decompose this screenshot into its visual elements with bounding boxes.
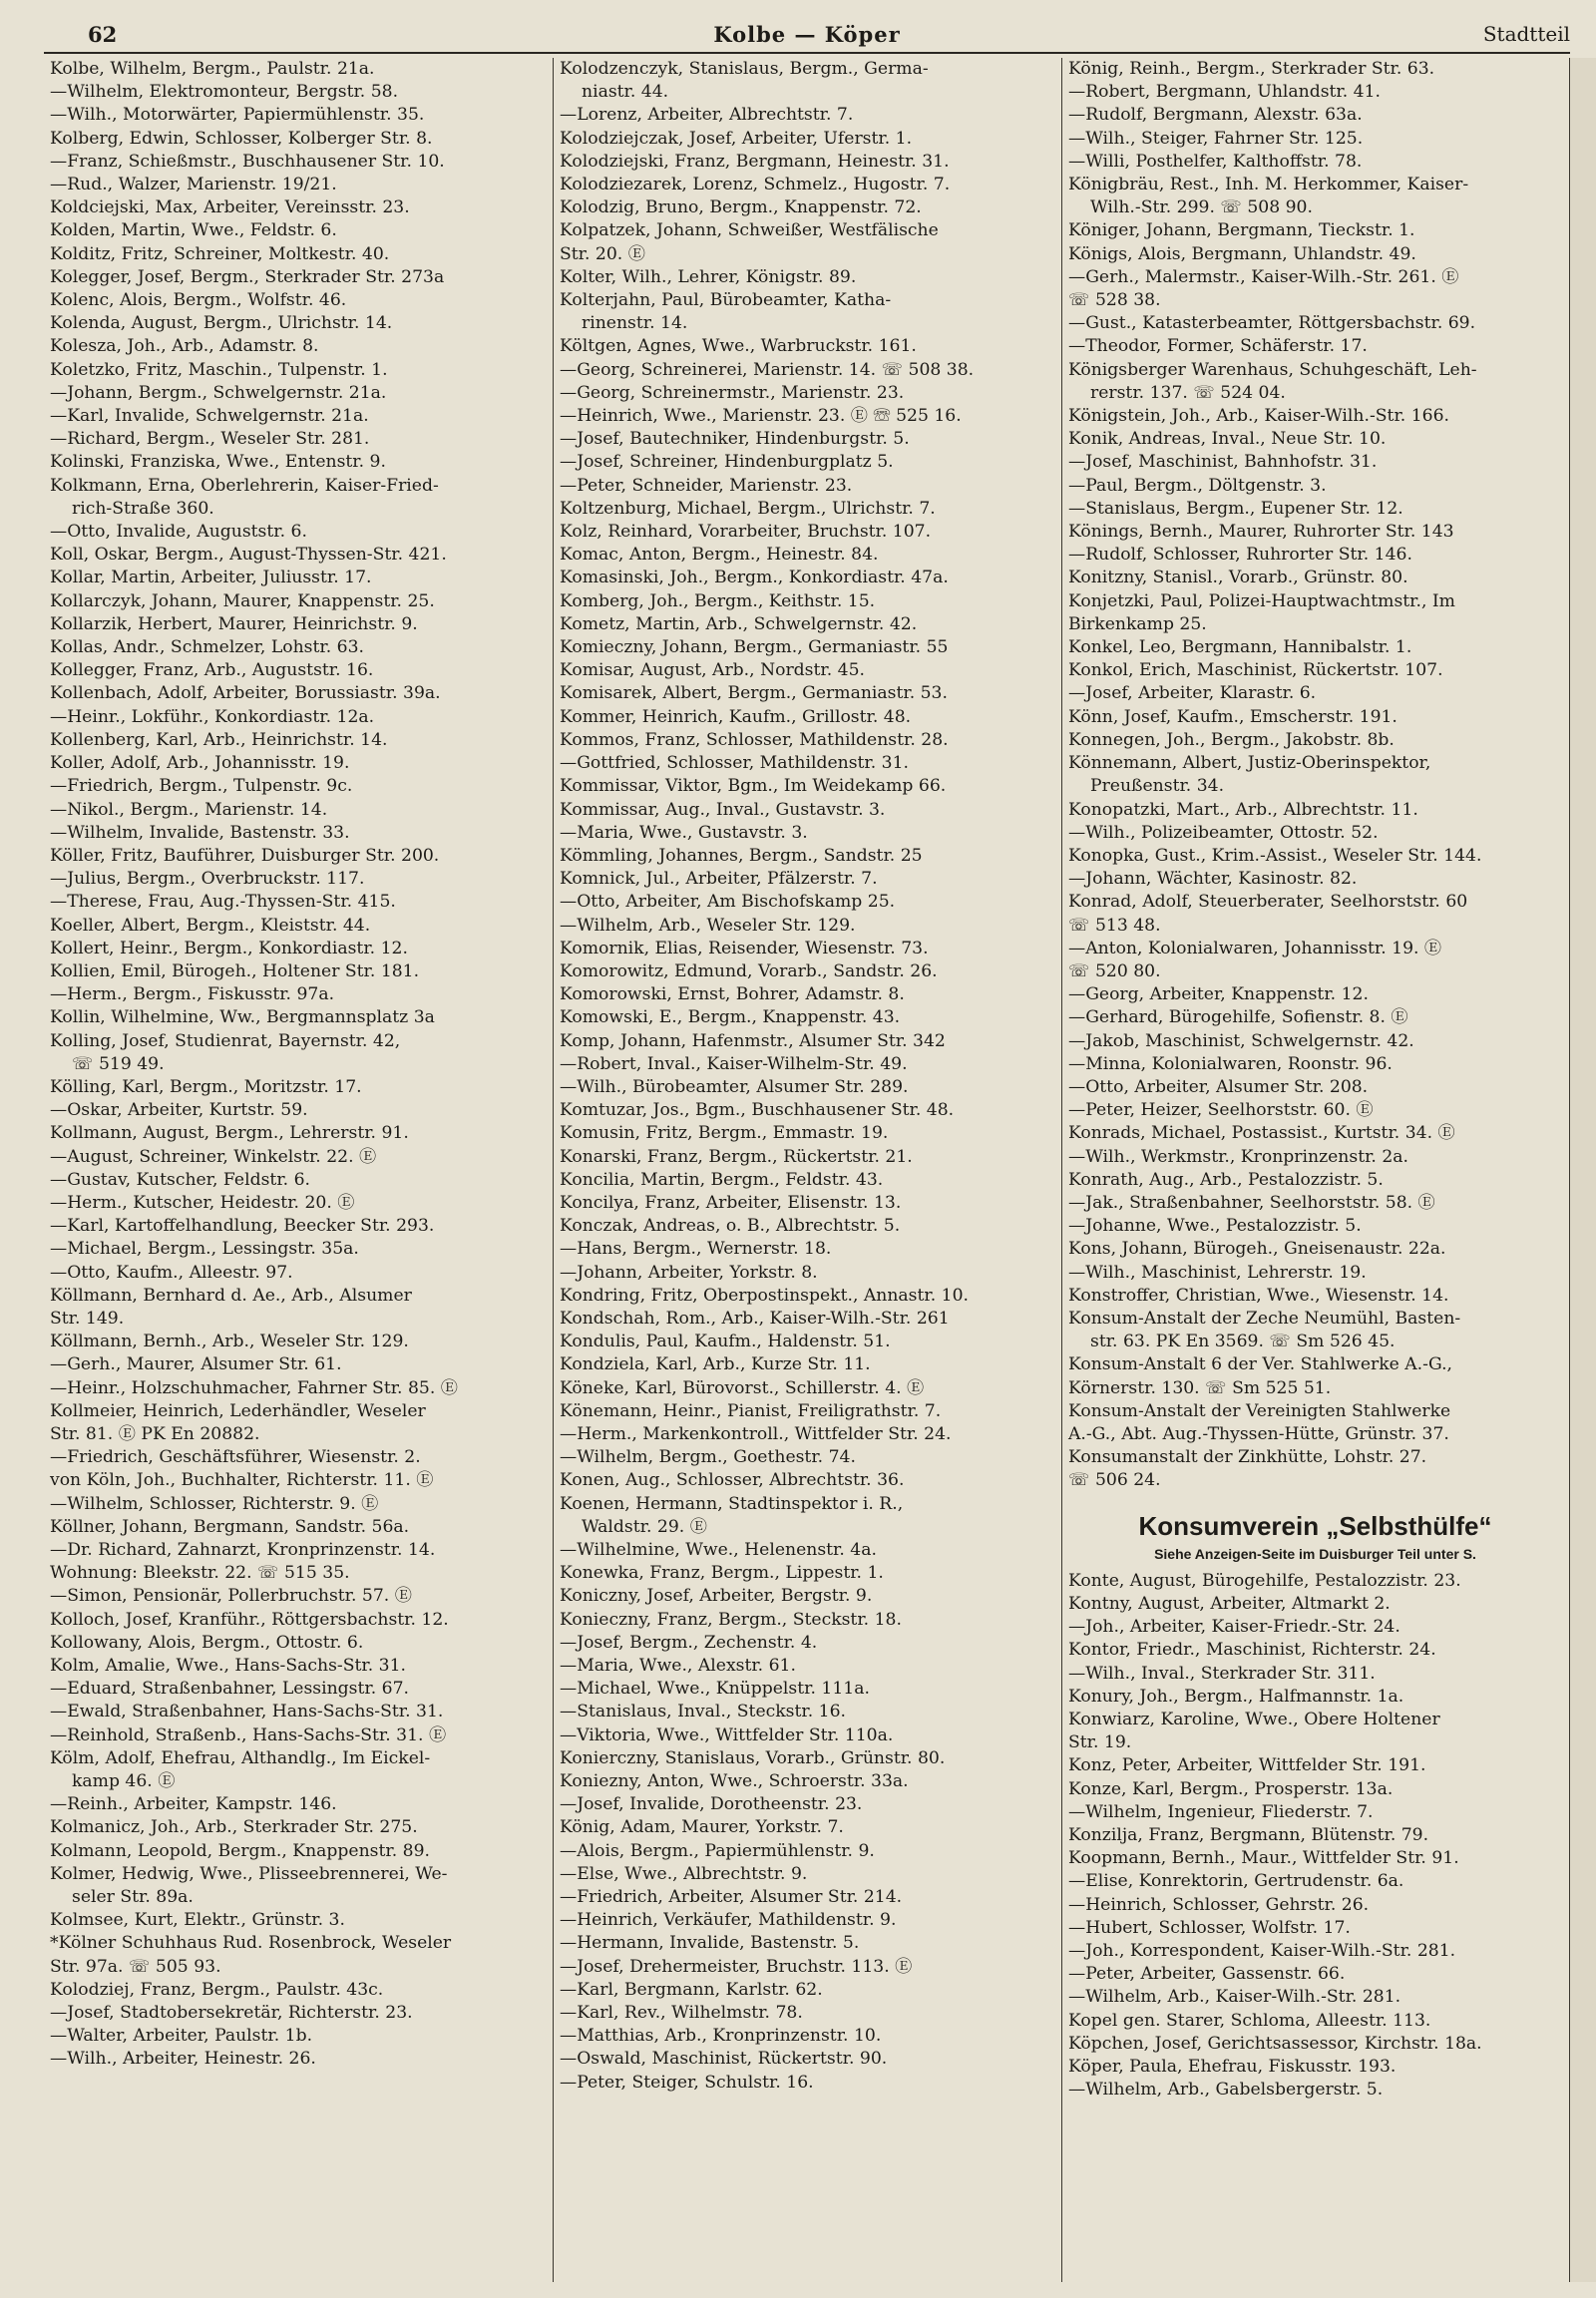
directory-entry: —Otto, Kaufm., Alleestr. 97. <box>50 1262 293 1283</box>
directory-entry: Kolden, Martin, Wwe., Feldstr. 6. <box>50 220 337 241</box>
column-left <box>44 58 553 2282</box>
directory-entry: —Otto, Invalide, Auguststr. 6. <box>50 522 307 543</box>
directory-columns <box>44 58 1570 2282</box>
directory-entry: —Johann, Wächter, Kasinostr. 82. <box>1068 869 1358 890</box>
directory-entry: ☏ 506 24. <box>1068 1470 1161 1491</box>
directory-entry: Konczak, Andreas, o. B., Albrechtstr. 5. <box>560 1216 901 1237</box>
directory-entry: —Peter, Arbeiter, Gassenstr. 66. <box>1068 1964 1346 1985</box>
directory-entry: —Josef, Bautechniker, Hindenburgstr. 5. <box>560 429 910 450</box>
directory-entry: —Rud., Walzer, Marienstr. 19/21. <box>50 175 337 195</box>
directory-entry: —Else, Wwe., Albrechtstr. 9. <box>560 1863 808 1884</box>
page-header <box>44 18 1570 54</box>
directory-entry: —Wilhelm, Schlosser, Richterstr. 9. Ⓔ <box>50 1493 379 1514</box>
directory-entry: Kommos, Franz, Schlosser, Mathildenstr. 28. <box>560 729 949 750</box>
directory-entry: —Wilhelm, Elektromonteur, Bergstr. 58. <box>50 82 399 103</box>
directory-entry: Str. 20. Ⓔ <box>560 243 645 264</box>
directory-entry: Kommissar, Aug., Inval., Gustavstr. 3. <box>560 799 886 820</box>
directory-entry: kamp 46. Ⓔ <box>72 1771 176 1792</box>
directory-entry: Konjetzki, Paul, Polizei-Hauptwachtmstr., Im <box>1068 590 1455 611</box>
directory-entry: Kolmer, Hedwig, Wwe., Plisseebrennerei, We- <box>50 1863 448 1884</box>
directory-entry: —Jak., Straßenbahner, Seelhorststr. 58. Ⓔ <box>1068 1192 1435 1213</box>
directory-entry: Kolenda, August, Bergm., Ulrichstr. 14. <box>50 313 393 334</box>
directory-entry: Konrad, Adolf, Steuerberater, Seelhorststr. 60 <box>1068 892 1468 913</box>
directory-entry: —Wilhelmine, Wwe., Helenenstr. 4a. <box>560 1540 877 1560</box>
directory-entry: Koncilia, Martin, Bergm., Feldstr. 43. <box>560 1169 884 1190</box>
directory-entry: Wilh.-Str. 299. ☏ 508 90. <box>1090 197 1313 218</box>
directory-entry: Komorowitz, Edmund, Vorarb., Sandstr. 26. <box>560 960 938 981</box>
directory-entry: —Michael, Bergm., Lessingstr. 35a. <box>50 1239 359 1260</box>
directory-entry: —Herm., Kutscher, Heidestr. 20. Ⓔ <box>50 1192 355 1213</box>
directory-entry: Konitzny, Stanisl., Vorarb., Grünstr. 80. <box>1068 568 1408 588</box>
directory-entry: Konz, Peter, Arbeiter, Wittfelder Str. 191. <box>1068 1755 1426 1776</box>
directory-entry: Kondulis, Paul, Kaufm., Haldenstr. 51. <box>560 1332 891 1352</box>
directory-entry: —Joh., Arbeiter, Kaiser-Friedr.-Str. 24. <box>1068 1617 1400 1638</box>
directory-entry: Königs, Alois, Bergmann, Uhlandstr. 49. <box>1068 243 1416 264</box>
directory-entry: —Nikol., Bergm., Marienstr. 14. <box>50 799 328 820</box>
directory-entry: —Georg, Arbeiter, Knappenstr. 12. <box>1068 984 1369 1005</box>
directory-entry: —Robert, Inval., Kaiser-Wilhelm-Str. 49. <box>560 1053 908 1074</box>
directory-entry: —Wilh., Werkmstr., Kronprinzenstr. 2a. <box>1068 1146 1408 1167</box>
directory-entry: Kollert, Heinr., Bergm., Konkordiastr. 12. <box>50 938 408 958</box>
directory-entry: —Minna, Kolonialwaren, Roonstr. 96. <box>1068 1053 1393 1074</box>
directory-entry: —Georg, Schreinermstr., Marienstr. 23. <box>560 382 905 403</box>
directory-entry: —Wilhelm, Bergm., Goethestr. 74. <box>560 1447 856 1468</box>
directory-entry: Kons, Johann, Bürogeh., Gneisenaustr. 22a. <box>1068 1239 1446 1260</box>
directory-entry: Kolodziejczak, Josef, Arbeiter, Uferstr. 1. <box>560 128 913 149</box>
directory-entry: Konsum-Anstalt der Zeche Neumühl, Basten- <box>1068 1308 1461 1329</box>
directory-entry: Kollmann, August, Bergm., Lehrerstr. 91. <box>50 1123 409 1144</box>
directory-entry: Koletzko, Fritz, Maschin., Tulpenstr. 1. <box>50 359 388 380</box>
directory-entry: —Johann, Bergm., Schwelgernstr. 21a. <box>50 382 387 403</box>
directory-entry: Könn, Josef, Kaufm., Emscherstr. 191. <box>1068 706 1397 727</box>
directory-entry: Koltzenburg, Michael, Bergm., Ulrichstr. 7. <box>560 498 936 519</box>
directory-entry: —Josef, Schreiner, Hindenburgplatz 5. <box>560 452 894 473</box>
directory-entry: —Gerh., Malermstr., Kaiser-Wilh.-Str. 261. Ⓔ <box>1068 266 1459 287</box>
directory-entry: Köper, Paula, Ehefrau, Fiskusstr. 193. <box>1068 2057 1396 2078</box>
directory-entry: Konzilja, Franz, Bergmann, Blütenstr. 79. <box>1068 1825 1429 1846</box>
directory-entry: Konieczny, Franz, Bergm., Steckstr. 18. <box>560 1609 902 1630</box>
directory-entry: Kondschah, Rom., Arb., Kaiser-Wilh.-Str. 261 <box>560 1308 950 1329</box>
directory-entry: —Walter, Arbeiter, Paulstr. 1b. <box>50 2026 313 2047</box>
directory-entry: Kolmanicz, Joh., Arb., Sterkrader Str. 275. <box>50 1817 418 1838</box>
directory-entry: —Wilh., Inval., Sterkrader Str. 311. <box>1068 1663 1376 1684</box>
directory-entry: Königbräu, Rest., Inh. M. Herkommer, Kaiser- <box>1068 175 1469 195</box>
directory-entry: —Wilhelm, Arb., Kaiser-Wilh.-Str. 281. <box>1068 1987 1401 2008</box>
directory-entry: Komac, Anton, Bergm., Heinestr. 84. <box>560 545 879 566</box>
directory-entry: Koenen, Hermann, Stadtinspektor i. R., <box>560 1493 904 1514</box>
directory-entry: Preußenstr. 34. <box>1090 776 1225 797</box>
directory-entry: Körnerstr. 130. ☏ Sm 525 51. <box>1068 1377 1332 1398</box>
directory-entry: Kolm, Amalie, Wwe., Hans-Sachs-Str. 31. <box>50 1656 406 1677</box>
directory-entry: —Wilh., Motorwärter, Papiermühlenstr. 35. <box>50 105 425 126</box>
directory-entry: Kollarczyk, Johann, Maurer, Knappenstr. 25. <box>50 590 435 611</box>
directory-entry: Kolterjahn, Paul, Bürobeamter, Katha- <box>560 290 892 311</box>
directory-entry: —Robert, Bergmann, Uhlandstr. 41. <box>1068 82 1382 103</box>
directory-entry: —Hermann, Invalide, Bastenstr. 5. <box>560 1933 860 1954</box>
directory-entry: Kolter, Wilh., Lehrer, Königstr. 89. <box>560 266 857 287</box>
directory-entry: Komorowski, Ernst, Bohrer, Adamstr. 8. <box>560 984 905 1005</box>
directory-entry: —Franz, Schießmstr., Buschhausener Str. 10. <box>50 151 445 172</box>
directory-entry: Kolesza, Joh., Arb., Adamstr. 8. <box>50 336 319 357</box>
directory-entry: Kolloch, Josef, Kranführ., Röttgersbachstr. 12. <box>50 1609 449 1630</box>
directory-entry: Kolmann, Leopold, Bergm., Knappenstr. 89. <box>50 1840 430 1861</box>
column-right <box>1061 58 1570 2282</box>
directory-entry: —Karl, Rev., Wilhelmstr. 78. <box>560 2003 803 2024</box>
directory-entry: Str. 19. <box>1068 1732 1132 1753</box>
directory-entry: —Matthias, Arb., Kronprinzenstr. 10. <box>560 2026 882 2047</box>
directory-entry: Koeller, Albert, Bergm., Kleiststr. 44. <box>50 915 371 936</box>
directory-entry: Kolpatzek, Johann, Schweißer, Westfälische <box>560 220 939 241</box>
directory-entry: Kopel gen. Starer, Schloma, Alleestr. 113. <box>1068 2010 1431 2031</box>
directory-entry: Königer, Johann, Bergmann, Tieckstr. 1. <box>1068 220 1415 241</box>
directory-entry: Kolbe, Wilhelm, Bergm., Paulstr. 21a. <box>50 59 375 79</box>
section-label: Stadtteil <box>1482 22 1570 46</box>
directory-entry: —Reinh., Arbeiter, Kampstr. 146. <box>50 1794 337 1815</box>
directory-entry: —Friedrich, Geschäftsführer, Wiesenstr. 2. <box>50 1447 421 1468</box>
directory-entry: —Paul, Bergm., Döltgenstr. 3. <box>1068 475 1327 496</box>
directory-entry: —Herm., Bergm., Fiskusstr. 97a. <box>50 984 335 1005</box>
advertisement-title: Konsumverein „Selbsthülfe“ <box>1138 1510 1492 1541</box>
directory-entry: Köpchen, Josef, Gerichtsassessor, Kirchstr. 18a. <box>1068 2033 1482 2054</box>
directory-entry: Kontny, August, Arbeiter, Altmarkt 2. <box>1068 1594 1391 1614</box>
directory-entry: Kollar, Martin, Arbeiter, Juliusstr. 17. <box>50 568 372 588</box>
directory-entry: Kollas, Andr., Schmelzer, Lohstr. 63. <box>50 637 364 658</box>
directory-entry: —Hubert, Schlosser, Wolfstr. 17. <box>1068 1917 1351 1938</box>
directory-entry: —Wilh., Maschinist, Lehrerstr. 19. <box>1068 1262 1367 1283</box>
directory-entry: Kollegger, Franz, Arb., Auguststr. 16. <box>50 660 374 681</box>
directory-entry: Kollenbach, Adolf, Arbeiter, Borussiastr. 39a. <box>50 683 441 704</box>
directory-entry: Konierczny, Stanislaus, Vorarb., Grünstr. 80. <box>560 1747 946 1768</box>
directory-entry: —Wilhelm, Arb., Weseler Str. 129. <box>560 915 856 936</box>
directory-entry: Komtuzar, Jos., Bgm., Buschhausener Str. 48. <box>560 1100 955 1121</box>
directory-entry: —Karl, Kartoffelhandlung, Beecker Str. 293. <box>50 1216 435 1237</box>
directory-entry: Komasinski, Joh., Bergm., Konkordiastr. 47a. <box>560 568 949 588</box>
directory-entry: Kontor, Friedr., Maschinist, Richterstr. 24. <box>1068 1640 1436 1661</box>
directory-entry: —Josef, Drehermeister, Bruchstr. 113. Ⓔ <box>560 1956 913 1977</box>
directory-entry: —Elise, Konrektorin, Gertrudenstr. 6a. <box>1068 1871 1404 1892</box>
directory-entry: niastr. 44. <box>582 82 669 103</box>
directory-entry: Kondziela, Karl, Arb., Kurze Str. 11. <box>560 1354 871 1375</box>
directory-entry: Komowski, E., Bergm., Knappenstr. 43. <box>560 1007 901 1028</box>
adjacent-page-edge <box>1569 58 1596 2282</box>
directory-entry: Kollarzik, Herbert, Maurer, Heinrichstr. 9. <box>50 613 418 634</box>
directory-entry: Kollenberg, Karl, Arb., Heinrichstr. 14. <box>50 729 388 750</box>
directory-entry: —Karl, Bergmann, Karlstr. 62. <box>560 1979 823 2000</box>
directory-entry: —Josef, Maschinist, Bahnhofstr. 31. <box>1068 452 1378 473</box>
directory-entry: Kommissar, Viktor, Bgm., Im Weidekamp 66. <box>560 776 947 797</box>
directory-entry: —Maria, Wwe., Alexstr. 61. <box>560 1656 796 1677</box>
directory-entry: —Lorenz, Arbeiter, Albrechtstr. 7. <box>560 105 854 126</box>
directory-entry: Köllmann, Bernhard d. Ae., Arb., Alsumer <box>50 1285 412 1306</box>
directory-entry: Konsum-Anstalt 6 der Ver. Stahlwerke A.-G., <box>1068 1354 1452 1375</box>
directory-entry: —Peter, Schneider, Marienstr. 23. <box>560 475 853 496</box>
directory-entry: —Wilhelm, Ingenieur, Fliederstr. 7. <box>1068 1801 1374 1822</box>
directory-entry: Köllner, Johann, Bergmann, Sandstr. 56a. <box>50 1516 410 1537</box>
directory-entry: Waldstr. 29. Ⓔ <box>582 1516 707 1537</box>
directory-entry: —Josef, Arbeiter, Klarastr. 6. <box>1068 683 1317 704</box>
directory-entry: Konstroffer, Christian, Wwe., Wiesenstr. 14. <box>1068 1285 1449 1306</box>
directory-entry: ☏ 513 48. <box>1068 915 1161 936</box>
directory-entry: Kölm, Adolf, Ehefrau, Althandlg., Im Eickel- <box>50 1747 431 1768</box>
directory-entry: Kolberg, Edwin, Schlosser, Kolberger Str. 8. <box>50 128 433 149</box>
directory-entry: Konte, August, Bürogehilfe, Pestalozzistr. 23. <box>1068 1570 1461 1591</box>
directory-entry: Konopatzki, Mart., Arb., Albrechtstr. 11. <box>1068 799 1418 820</box>
directory-entry: Komnick, Jul., Arbeiter, Pfälzerstr. 7. <box>560 869 878 890</box>
directory-entry: Konarski, Franz, Bergm., Rückertstr. 21. <box>560 1146 913 1167</box>
directory-entry: —Friedrich, Bergm., Tulpenstr. 9c. <box>50 776 353 797</box>
directory-entry: —Otto, Arbeiter, Alsumer Str. 208. <box>1068 1076 1369 1097</box>
directory-entry: —Maria, Wwe., Gustavstr. 3. <box>560 822 808 843</box>
directory-entry: Konen, Aug., Schlosser, Albrechtstr. 36. <box>560 1470 905 1491</box>
directory-entry: —Wilh., Steiger, Fahrner Str. 125. <box>1068 128 1364 149</box>
advertisement-subtitle: Siehe Anzeigen-Seite im Duisburger Teil unter S. <box>1154 1545 1476 1562</box>
directory-entry: —Gottfried, Schlosser, Mathildenstr. 31. <box>560 753 910 774</box>
directory-entry: *Kölner Schuhhaus Rud. Rosenbrock, Weseler <box>50 1933 452 1954</box>
directory-entry: Kolditz, Fritz, Schreiner, Moltkestr. 40. <box>50 243 390 264</box>
directory-entry: —Otto, Arbeiter, Am Bischofskamp 25. <box>560 892 896 913</box>
directory-entry: Konury, Joh., Bergm., Halfmannstr. 1a. <box>1068 1686 1404 1707</box>
directory-entry: str. 63. PK En 3569. ☏ Sm 526 45. <box>1090 1332 1396 1352</box>
directory-entry: Komberg, Joh., Bergm., Keithstr. 15. <box>560 590 876 611</box>
directory-entry: A.-G., Abt. Aug.-Thyssen-Hütte, Grünstr. 37. <box>1068 1423 1449 1444</box>
directory-entry: —Josef, Invalide, Dorotheenstr. 23. <box>560 1794 863 1815</box>
directory-entry: Kolodzenczyk, Stanislaus, Bergm., Germa- <box>560 59 929 79</box>
directory-entry: König, Reinh., Bergm., Sterkrader Str. 63. <box>1068 59 1435 79</box>
directory-entry: —Friedrich, Arbeiter, Alsumer Str. 214. <box>560 1887 903 1908</box>
directory-entry: Kolodziejski, Franz, Bergmann, Heinestr. 31. <box>560 151 950 172</box>
directory-entry: —Karl, Invalide, Schwelgernstr. 21a. <box>50 406 369 427</box>
directory-entry: —Michael, Wwe., Knüppelstr. 111a. <box>560 1679 870 1700</box>
directory-entry: Kömmling, Johannes, Bergm., Sandstr. 25 <box>560 845 923 866</box>
directory-entry: —Heinr., Holzschuhmacher, Fahrner Str. 85. Ⓔ <box>50 1377 458 1398</box>
directory-entry: —August, Schreiner, Winkelstr. 22. Ⓔ <box>50 1146 377 1167</box>
directory-entry: —Wilh., Bürobeamter, Alsumer Str. 289. <box>560 1076 909 1097</box>
directory-entry: Koniezny, Anton, Wwe., Schroerstr. 33a. <box>560 1771 909 1792</box>
directory-entry: Kondring, Fritz, Oberpostinspekt., Annastr. 10. <box>560 1285 969 1306</box>
directory-entry: Kollowany, Alois, Bergm., Ottostr. 6. <box>50 1632 364 1653</box>
directory-entry: —Gustav, Kutscher, Feldstr. 6. <box>50 1169 310 1190</box>
directory-entry: —Heinrich, Verkäufer, Mathildenstr. 9. <box>560 1910 897 1931</box>
directory-entry: —Gerh., Maurer, Alsumer Str. 61. <box>50 1354 342 1375</box>
directory-entry: Kölling, Karl, Bergm., Moritzstr. 17. <box>50 1076 362 1097</box>
directory-entry: Koncilya, Franz, Arbeiter, Elisenstr. 13. <box>560 1192 902 1213</box>
page-number: 62 <box>88 22 118 47</box>
directory-entry: Konopka, Gust., Krim.-Assist., Weseler Str. 144. <box>1068 845 1482 866</box>
directory-entry: Konkol, Erich, Maschinist, Rückertstr. 107. <box>1068 660 1443 681</box>
directory-entry: ☏ 528 38. <box>1068 290 1161 311</box>
directory-entry: —Simon, Pensionär, Pollerbruchstr. 57. Ⓔ <box>50 1586 412 1607</box>
directory-entry: Kolenc, Alois, Bergm., Wolfstr. 46. <box>50 290 347 311</box>
directory-entry: —Gust., Katasterbeamter, Röttgersbachstr. 69. <box>1068 313 1476 334</box>
directory-entry: Konsum-Anstalt der Vereinigten Stahlwerke <box>1068 1400 1451 1421</box>
directory-entry: Köllmann, Bernh., Arb., Weseler Str. 129. <box>50 1332 409 1352</box>
directory-entry: —Georg, Schreinerei, Marienstr. 14. ☏ 508 38. <box>560 359 975 380</box>
directory-entry: —Josef, Stadtobersekretär, Richterstr. 23. <box>50 2003 413 2024</box>
directory-entry: —Stanislaus, Bergm., Eupener Str. 12. <box>1068 498 1403 519</box>
directory-entry: Komornik, Elias, Reisender, Wiesenstr. 73. <box>560 938 929 958</box>
directory-entry: —Peter, Heizer, Seelhorststr. 60. Ⓔ <box>1068 1100 1374 1121</box>
directory-entry: Koniczny, Josef, Arbeiter, Bergstr. 9. <box>560 1586 873 1607</box>
directory-entry: —Rudolf, Bergmann, Alexstr. 63a. <box>1068 105 1363 126</box>
directory-entry: —Josef, Bergm., Zechenstr. 4. <box>560 1632 818 1653</box>
directory-entry: Str. 81. Ⓔ PK En 20882. <box>50 1423 260 1444</box>
directory-entry: Koldciejski, Max, Arbeiter, Vereinsstr. 23. <box>50 197 410 218</box>
directory-entry: —Stanislaus, Inval., Steckstr. 16. <box>560 1702 846 1723</box>
directory-entry: Kolegger, Josef, Bergm., Sterkrader Str. 273a <box>50 266 445 287</box>
directory-entry: Komisar, August, Arb., Nordstr. 45. <box>560 660 865 681</box>
directory-entry: —Heinrich, Schlosser, Gehrstr. 26. <box>1068 1894 1370 1915</box>
directory-entry: Komusin, Fritz, Bergm., Emmastr. 19. <box>560 1123 889 1144</box>
directory-entry: Kolz, Reinhard, Vorarbeiter, Bruchstr. 107. <box>560 522 932 543</box>
directory-entry: —Joh., Korrespondent, Kaiser-Wilh.-Str. 281. <box>1068 1941 1456 1962</box>
directory-entry: —Anton, Kolonialwaren, Johannisstr. 19. Ⓔ <box>1068 938 1442 958</box>
directory-entry: Konsumanstalt der Zinkhütte, Lohstr. 27. <box>1068 1447 1427 1468</box>
directory-entry: —Gerhard, Bürogehilfe, Sofienstr. 8. Ⓔ <box>1068 1007 1408 1028</box>
directory-entry: Koopmann, Bernh., Maur., Wittfelder Str. 91. <box>1068 1848 1459 1869</box>
directory-entry: Koller, Adolf, Arb., Johannisstr. 19. <box>50 753 350 774</box>
directory-entry: Kolodziezarek, Lorenz, Schmelz., Hugostr. 7. <box>560 175 951 195</box>
directory-entry: Kollin, Wilhelmine, Ww., Bergmannsplatz 3a <box>50 1007 435 1028</box>
directory-entry: rerstr. 137. ☏ 524 04. <box>1090 382 1286 403</box>
directory-entry: —Willi, Posthelfer, Kalthoffstr. 78. <box>1068 151 1363 172</box>
directory-entry: Komp, Johann, Hafenmstr., Alsumer Str. 342 <box>560 1030 946 1051</box>
directory-entry: —Wilh., Polizeibeamter, Ottostr. 52. <box>1068 822 1379 843</box>
directory-entry: Königstein, Joh., Arb., Kaiser-Wilh.-Str. 166. <box>1068 406 1449 427</box>
directory-entry: Könnemann, Albert, Justiz-Oberinspektor, <box>1068 753 1431 774</box>
directory-entry: Str. 149. <box>50 1308 125 1329</box>
directory-entry: Konrath, Aug., Arb., Pestalozzistr. 5. <box>1068 1169 1384 1190</box>
directory-entry: —Rudolf, Schlosser, Ruhrorter Str. 146. <box>1068 545 1412 566</box>
directory-entry: Birkenkamp 25. <box>1068 613 1207 634</box>
directory-entry: —Julius, Bergm., Overbruckstr. 117. <box>50 869 365 890</box>
directory-entry: —Johanne, Wwe., Pestalozzistr. 5. <box>1068 1216 1362 1237</box>
directory-entry: —Therese, Frau, Aug.-Thyssen-Str. 415. <box>50 892 396 913</box>
directory-entry: Kollmeier, Heinrich, Lederhändler, Weseler <box>50 1400 426 1421</box>
directory-entry: —Hans, Bergm., Wernerstr. 18. <box>560 1239 832 1260</box>
directory-entry: Str. 97a. ☏ 505 93. <box>50 1956 221 1977</box>
directory-entry: —Viktoria, Wwe., Wittfelder Str. 110a. <box>560 1724 894 1745</box>
directory-entry: von Köln, Joh., Buchhalter, Richterstr. 11. Ⓔ <box>50 1470 434 1491</box>
directory-entry: —Jakob, Maschinist, Schwelgernstr. 42. <box>1068 1030 1414 1051</box>
directory-entry: Komisarek, Albert, Bergm., Germaniastr. 53. <box>560 683 948 704</box>
directory-entry: —Ewald, Straßenbahner, Hans-Sachs-Str. 31. <box>50 1702 444 1723</box>
directory-entry: Köller, Fritz, Bauführer, Duisburger Str. 200. <box>50 845 440 866</box>
directory-entry: Koll, Oskar, Bergm., August-Thyssen-Str. 421. <box>50 545 447 566</box>
directory-entry: ☏ 520 80. <box>1068 960 1161 981</box>
directory-entry: Kollien, Emil, Bürogeh., Holtener Str. 181. <box>50 960 420 981</box>
directory-entry: —Heinr., Lokführ., Konkordiastr. 12a. <box>50 706 375 727</box>
directory-entry: ☏ 519 49. <box>72 1053 165 1074</box>
directory-entry: —Eduard, Straßenbahner, Lessingstr. 67. <box>50 1679 409 1700</box>
directory-entry: —Peter, Steiger, Schulstr. 16. <box>560 2072 814 2093</box>
directory-entry: Könings, Bernh., Maurer, Ruhrorter Str. 143 <box>1068 522 1454 543</box>
directory-entry: rinenstr. 14. <box>582 313 688 334</box>
directory-entry: rich-Straße 360. <box>72 498 214 519</box>
directory-entry: —Wilh., Arbeiter, Heinestr. 26. <box>50 2049 316 2070</box>
column-middle <box>553 58 1061 2282</box>
directory-entry: Konewka, Franz, Bergm., Lippestr. 1. <box>560 1563 884 1584</box>
directory-entry: Költgen, Agnes, Wwe., Warbruckstr. 161. <box>560 336 917 357</box>
directory-entry: Komieczny, Johann, Bergm., Germaniastr. 55 <box>560 637 949 658</box>
directory-entry: Köneke, Karl, Bürovorst., Schillerstr. 4. Ⓔ <box>560 1377 925 1398</box>
directory-entry: —Richard, Bergm., Weseler Str. 281. <box>50 429 370 450</box>
directory-entry: —Herm., Markenkontroll., Wittfelder Str. 24. <box>560 1423 952 1444</box>
directory-entry: —Dr. Richard, Zahnarzt, Kronprinzenstr. 14. <box>50 1540 436 1560</box>
directory-entry: —Heinrich, Wwe., Marienstr. 23. Ⓔ ☏ 525 16. <box>560 406 962 427</box>
directory-entry: Kolkmann, Erna, Oberlehrerin, Kaiser-Fried- <box>50 475 439 496</box>
directory-entry: —Wilhelm, Invalide, Bastenstr. 33. <box>50 822 350 843</box>
directory-entry: Königsberger Warenhaus, Schuhgeschäft, Leh- <box>1068 359 1477 380</box>
directory-entry: —Oswald, Maschinist, Rückertstr. 90. <box>560 2049 888 2070</box>
directory-entry: Konrads, Michael, Postassist., Kurtstr. 34. Ⓔ <box>1068 1123 1455 1144</box>
directory-entry: Wohnung: Bleekstr. 22. ☏ 515 35. <box>50 1563 350 1584</box>
directory-entry: Konze, Karl, Bergm., Prosperstr. 13a. <box>1068 1778 1394 1799</box>
directory-entry: —Theodor, Former, Schäferstr. 17. <box>1068 336 1368 357</box>
directory-entry: Konwiarz, Karoline, Wwe., Obere Holtener <box>1068 1710 1440 1730</box>
directory-entry: Konnegen, Joh., Bergm., Jakobstr. 8b. <box>1068 729 1395 750</box>
directory-entry: —Reinhold, Straßenb., Hans-Sachs-Str. 31. Ⓔ <box>50 1724 447 1745</box>
directory-entry: seler Str. 89a. <box>72 1887 194 1908</box>
directory-entry: —Wilhelm, Arb., Gabelsbergerstr. 5. <box>1068 2080 1384 2101</box>
directory-entry: Kolling, Josef, Studienrat, Bayernstr. 42, <box>50 1030 401 1051</box>
directory-entry: Kolodziej, Franz, Bergm., Paulstr. 43c. <box>50 1979 384 2000</box>
directory-entry: Kolmsee, Kurt, Elektr., Grünstr. 3. <box>50 1910 345 1931</box>
directory-entry: Konkel, Leo, Bergmann, Hannibalstr. 1. <box>1068 637 1412 658</box>
directory-entry: —Johann, Arbeiter, Yorkstr. 8. <box>560 1262 818 1283</box>
running-title: Kolbe — Köper <box>713 22 901 47</box>
directory-entry: —Oskar, Arbeiter, Kurtstr. 59. <box>50 1100 308 1121</box>
directory-entry: Kolinski, Franziska, Wwe., Entenstr. 9. <box>50 452 386 473</box>
directory-entry: Kometz, Martin, Arb., Schwelgernstr. 42. <box>560 613 918 634</box>
directory-entry: Konik, Andreas, Inval., Neue Str. 10. <box>1068 429 1387 450</box>
directory-entry: —Alois, Bergm., Papiermühlenstr. 9. <box>560 1840 875 1861</box>
directory-entry: König, Adam, Maurer, Yorkstr. 7. <box>560 1817 844 1838</box>
directory-entry: Kolodzig, Bruno, Bergm., Knappenstr. 72. <box>560 197 922 218</box>
directory-entry: Kommer, Heinrich, Kaufm., Grillostr. 48. <box>560 706 912 727</box>
directory-entry: Könemann, Heinr., Pianist, Freiligrathstr. 7. <box>560 1400 942 1421</box>
